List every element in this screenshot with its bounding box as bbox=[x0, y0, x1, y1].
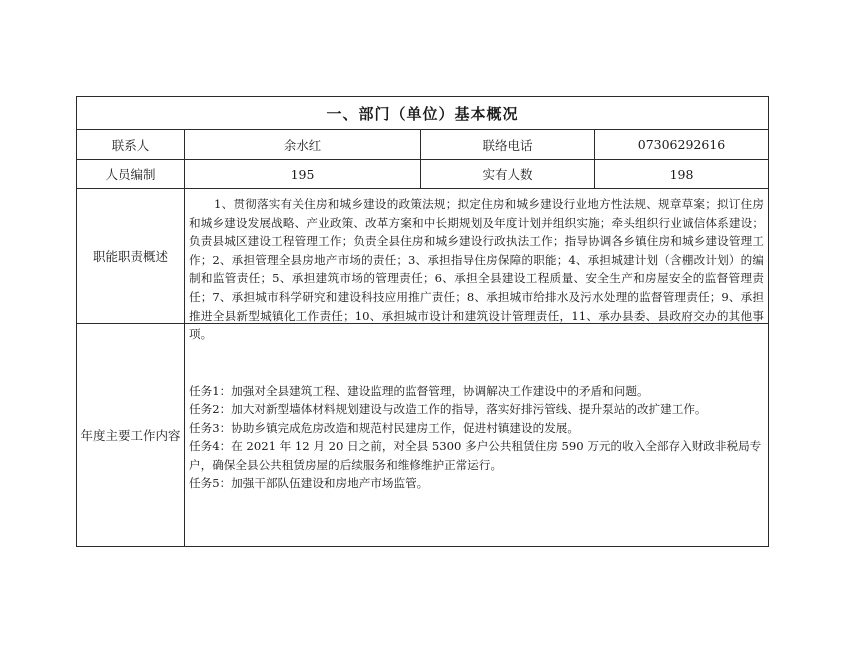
overview-table bbox=[76, 96, 769, 547]
phone-label: 联络电话 bbox=[421, 130, 595, 159]
section-title: 一、部门（单位）基本概况 bbox=[326, 104, 519, 123]
contact-label: 联系人 bbox=[77, 130, 185, 159]
annual-work-label: 年度主要工作内容 bbox=[77, 324, 185, 546]
task-item: 任务3：协助乡镇完成危房改造和规范村民建房工作，促进村镇建设的发展。 bbox=[189, 420, 579, 435]
phone-value: 07306292616 bbox=[637, 137, 726, 152]
task-item: 任务5：加强干部队伍建设和房地产市场监管。 bbox=[189, 476, 429, 491]
contact-value: 余水红 bbox=[185, 130, 421, 159]
functions-text-cell bbox=[185, 189, 768, 342]
staffing-value: 195 bbox=[185, 160, 421, 188]
task-item: 任务2：加大对新型墙体材料规划建设与改造工作的指导，落实好排污管线、提升泵站的改扩建工作。 bbox=[189, 402, 707, 417]
functions-label: 职能职责概述 bbox=[77, 189, 185, 323]
task-item: 任务4：在 2021 年 12 月 20 日之前，对全县 5300 多户公共租赁住房 590 万元的收入全部存入财政非税局专户，确保全县公共租赁房屋的后续服务和维修维护正常运行。 bbox=[189, 439, 762, 472]
functions-text: 1、贯彻落实有关住房和城乡建设的政策法规；拟定住房和城乡建设行业地方性法规、规章草案；拟订住房和城乡建设发展战略、产业政策、改革方案和中长期规划及年度计划并组织实施；牵头组织行业诚信体系建设；负责县城区建设工程管理工作；负责全县住房和城乡建设行政执法工作；指导协调各乡镇住房和城乡建设管理工作；2、承担管理全县房地产市场的责任；3、承担指导住房保障的职能；4、承担城建计划（含棚改计划）的编制和监管责任；5、承担建筑市场的管理责任；6、承担全县建设工程质量、安全生产和房屋安全的监督管理责任；7、承担城市科学研究和建设科技应用推广责任；8、承担城市给排水及污水处理的监督管理责任；9、承担推进全县新型城镇化工作责任；10、承担城市设计和建筑设计管理责任，11、承办县委、县政府交办的其他事项。 bbox=[189, 197, 764, 342]
annual-work-row bbox=[77, 324, 768, 546]
contact-row bbox=[77, 130, 768, 160]
staffing-row bbox=[77, 160, 768, 189]
title-row bbox=[77, 97, 768, 130]
annual-work-tasks bbox=[185, 324, 768, 546]
task-item: 任务1：加强对全县建筑工程、建设监理的监督管理，协调解决工作建设中的矛盾和问题。 bbox=[189, 384, 649, 398]
functions-row bbox=[77, 189, 768, 342]
actual-staff-value: 198 bbox=[669, 166, 694, 182]
actual-staff-label: 实有人数 bbox=[421, 160, 595, 188]
staffing-label: 人员编制 bbox=[77, 160, 185, 188]
